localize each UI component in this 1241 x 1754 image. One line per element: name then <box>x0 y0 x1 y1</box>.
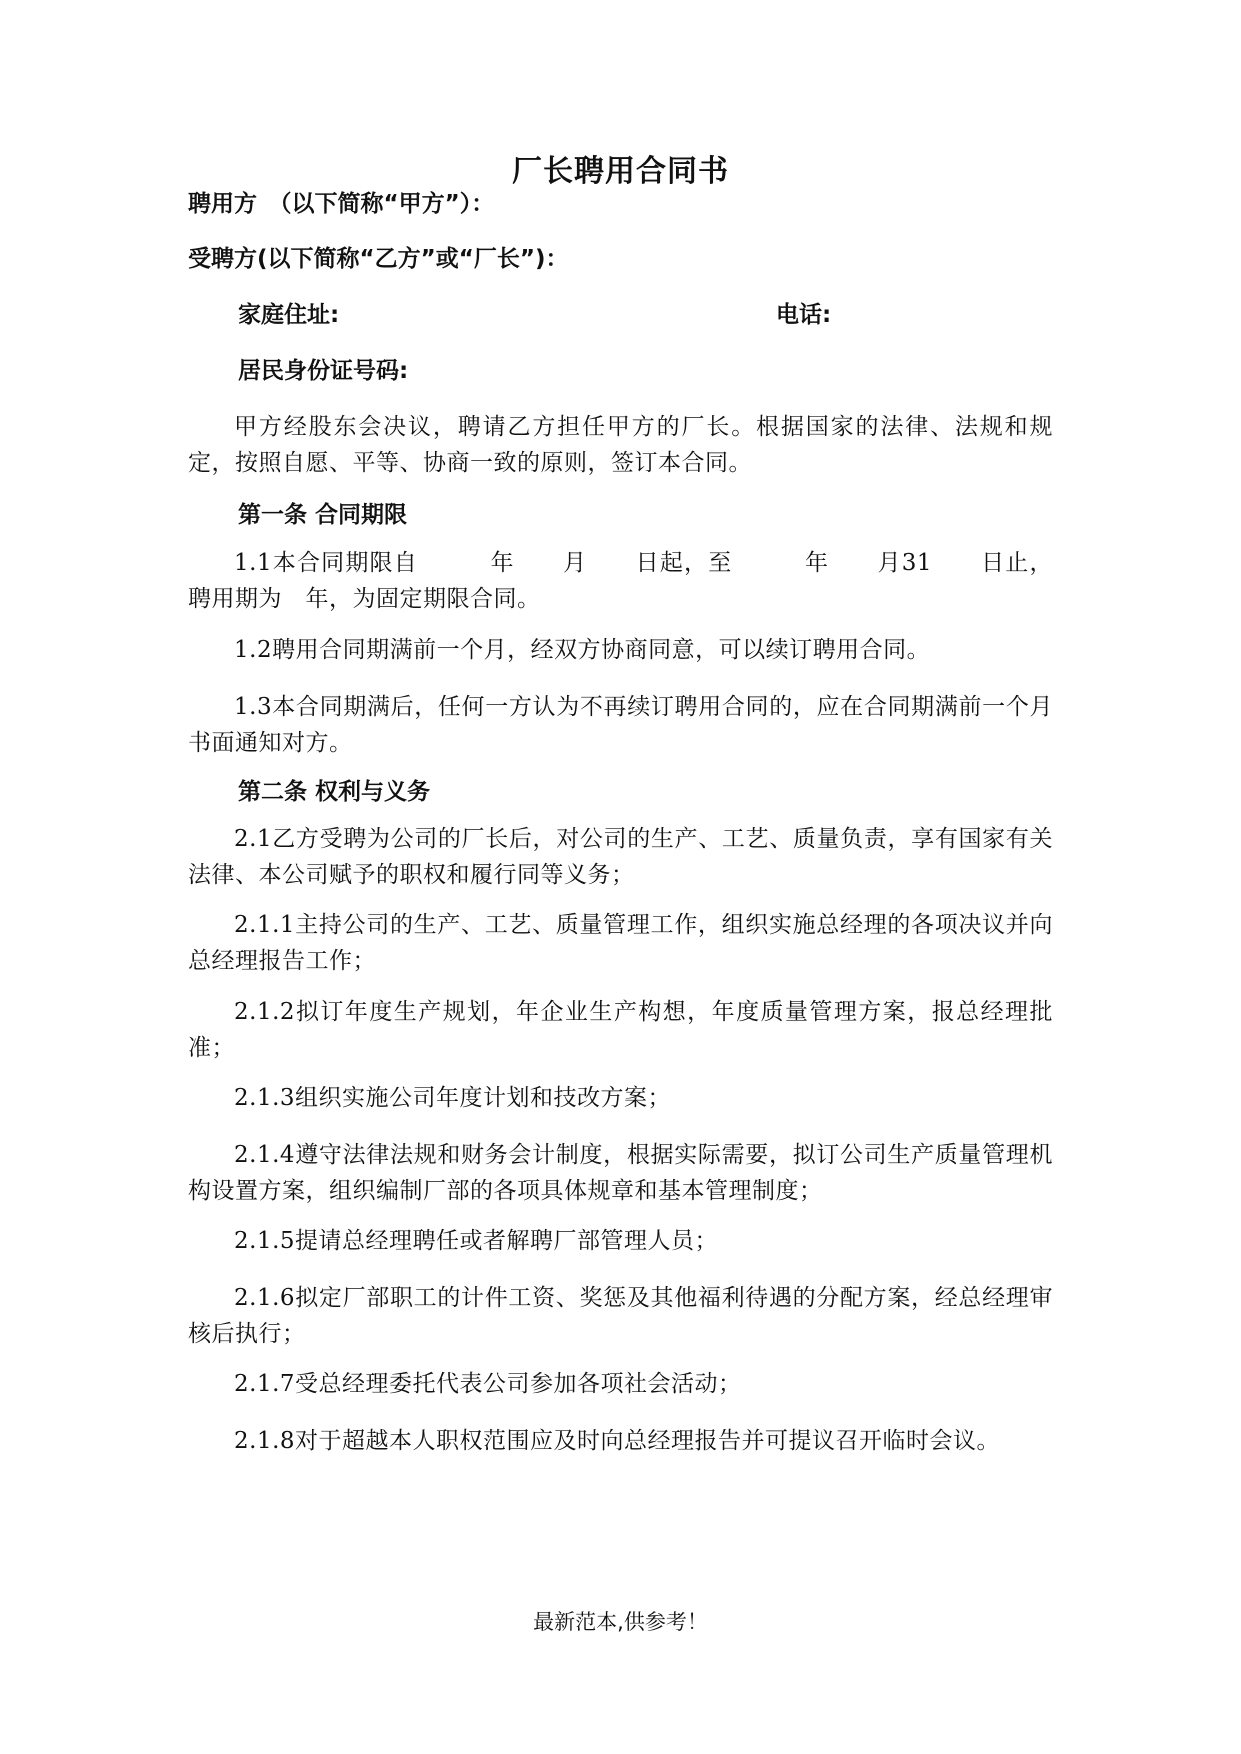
document-title: 厂长聘用合同书 <box>512 154 729 189</box>
clause-2-1-4: 2.1.4遵守法律法规和财务会计制度，根据实际需要，拟订公司生产质量管理机构设置方案，组织编制厂部的各项具体规章和基本管理制度； <box>188 1142 1053 1204</box>
clause-2-1-8: 2.1.8对于超越本人职权范围应及时向总经理报告并可提议召开临时会议。 <box>234 1428 1001 1454</box>
clause-2-1-5: 2.1.5提请总经理聘任或者解聘厂部管理人员； <box>234 1228 719 1254</box>
clause-2-1-7: 2.1.7受总经理委托代表公司参加各项社会活动； <box>234 1371 742 1397</box>
article1-heading: 第一条 合同期限 <box>238 502 408 528</box>
clause-2-1: 2.1乙方受聘为公司的厂长后，对公司的生产、工艺、质量负责，享有国家有关法律、本公司赋予的职权和履行同等义务； <box>188 826 1053 888</box>
employee-line: 受聘方(以下简称“乙方”或“厂长”)： <box>188 246 569 272</box>
clause-1-3: 1.3本合同期满后，任何一方认为不再续订聘用合同的，应在合同期满前一个月书面通知对方。 <box>188 694 1053 756</box>
article2-heading: 第二条 权利与义务 <box>238 779 431 805</box>
address-label: 家庭住址: <box>238 302 340 328</box>
clause-2-1-3: 2.1.3组织实施公司年度计划和技改方案； <box>234 1085 672 1111</box>
id-number-label: 居民身份证号码: <box>238 358 409 384</box>
clause-1-2: 1.2聘用合同期满前一个月，经双方协商同意，可以续订聘用合同。 <box>234 637 931 663</box>
clause-1-1: 1.1本合同期限自 年 月 日起，至 年 月31 日止，聘用期为 年，为固定期限合同。 <box>188 550 1053 612</box>
intro-paragraph: 甲方经股东会决议，聘请乙方担任甲方的厂长。根据国家的法律、法规和规定，按照自愿、平等、协商一致的原则，签订本合同。 <box>188 414 1053 476</box>
phone-label: 电话: <box>776 302 832 328</box>
clause-2-1-1: 2.1.1主持公司的生产、工艺、质量管理工作，组织实施总经理的各项决议并向总经理报告工作； <box>188 912 1053 974</box>
clause-2-1-2: 2.1.2拟订年度生产规划，年企业生产构想，年度质量管理方案，报总经理批准； <box>188 999 1053 1061</box>
employer-line: 聘用方 （以下简称“甲方”）： <box>188 191 495 217</box>
footer-note: 最新范本,供参考！ <box>533 1610 708 1634</box>
clause-2-1-6: 2.1.6拟定厂部职工的计件工资、奖惩及其他福利待遇的分配方案，经总经理审核后执行； <box>188 1285 1053 1347</box>
